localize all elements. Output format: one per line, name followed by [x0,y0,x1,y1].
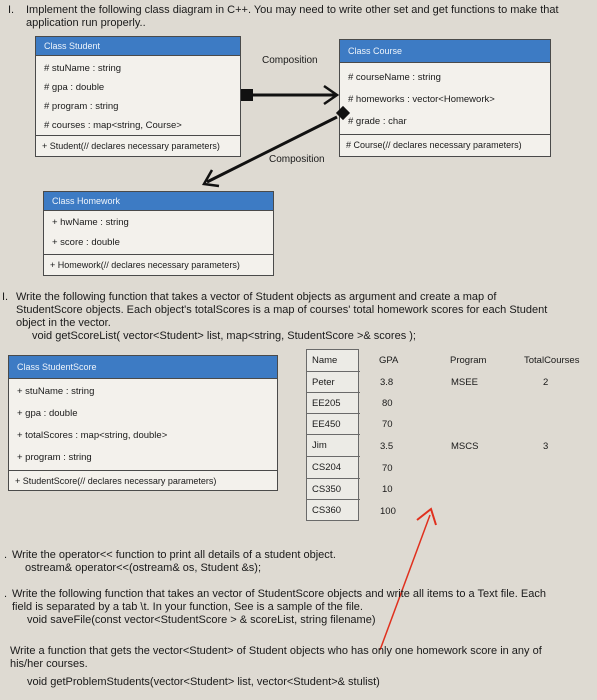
studentscore-attr-stuname: + stuName : string [17,386,95,397]
red-annotation-arrow [380,509,436,650]
table-name-cell: Peter [307,372,360,393]
sample-file-name-column [306,349,359,521]
composition-arrow-student-course [241,86,337,104]
question-2-line-3: object in the vector. [16,317,111,329]
student-attr-gpa: # gpa : double [44,82,105,93]
composition-label-1: Composition [262,55,318,66]
homework-attr-score: + score : double [52,237,120,248]
homework-method-constructor: + Homework(// declares necessary parameters) [44,254,273,275]
table-program-cell: MSCS [451,441,479,452]
class-studentscore-box [8,355,278,491]
table-total-cell: 3 [543,441,549,452]
student-attr-courses: # courses : map<string, Course> [44,120,182,131]
studentscore-attr-program: + program : string [17,452,92,463]
student-method-constructor: + Student(// declares necessary parameters) [36,135,240,156]
question-1-line-2: application run properly.. [26,17,146,29]
table-name-cell: EE205 [307,393,360,414]
student-attr-program: # program : string [44,101,119,112]
class-student-title: Class Student [36,37,240,55]
question-3-signature: ostream& operator<<(ostream& os, Student &s); [25,562,262,574]
table-gpa-cell: 3.8 [380,377,394,388]
course-attr-homeworks: # homeworks : vector<Homework> [348,94,495,105]
question-4-line-1: Write the following function that takes an vector of StudentScore objects and write all items to a Text file. Each [12,588,546,600]
question-3-line-1: Write the operator<< function to print all details of a student object. [12,549,336,561]
studentscore-attr-totalscores: + totalScores : map<string, double> [17,430,168,441]
student-attr-stuname: # stuName : string [44,63,122,74]
composition-arrow-course-homework [204,106,350,186]
homework-attr-hwname: + hwName : string [52,217,129,228]
question-3-bullet: . [4,549,8,561]
question-1-line-1: Implement the following class diagram in C++. You may need to write other set and get functions to make that [26,4,559,16]
question-2-marker: I. [2,291,9,303]
question-2-line-1: Write the following function that takes a vector of Student objects as argument and create a map of [16,291,497,303]
question-5-line-1: Write a function that gets the vector<Student> of Student objects who has only one homework score in any of [10,645,542,657]
table-program-cell: MSEE [451,377,478,388]
studentscore-method-constructor: + StudentScore(// declares necessary parameters) [9,470,277,491]
table-header-name: Name [307,350,360,372]
question-4-signature: void saveFile(const vector<StudentScore > & scoreList, string filename) [27,614,376,626]
table-name-cell: CS360 [312,505,342,516]
table-name-cell: CS204 [307,457,360,479]
composition-label-2: Composition [269,154,325,165]
course-method-constructor: # Course(// declares necessary parameters) [340,134,550,156]
table-gpa-cell: 70 [382,419,393,430]
table-gpa-cell: 70 [382,463,393,474]
question-4-line-2: field is separated by a tab \t. In your function, See is a sample of the file. [12,601,363,613]
question-5-line-2: his/her courses. [10,658,88,670]
question-4-bullet: . [4,588,8,600]
course-attr-coursename: # courseName : string [348,72,441,83]
studentscore-attr-gpa: + gpa : double [17,408,78,419]
table-gpa-cell: 3.5 [380,441,394,452]
table-total-cell: 2 [543,377,549,388]
question-5-signature: void getProblemStudents(vector<Student> list, vector<Student>& stulist) [27,676,380,688]
class-course-title: Class Course [340,40,550,62]
table-name-cell: Jim [307,435,360,457]
question-2-signature: void getScoreList( vector<Student> list, map<string, StudentScore >& scores ); [32,330,416,342]
course-attr-grade: # grade : char [348,116,407,127]
table-gpa-cell: 80 [382,398,393,409]
table-name-cell: EE450 [307,414,360,435]
table-name-cell: CS350 [307,479,360,500]
question-2-line-2: StudentScore objects. Each object's totalScores is a map of courses' total homework scores for each Student [16,304,548,316]
class-homework-title: Class Homework [44,192,273,210]
class-studentscore-title: Class StudentScore [9,356,277,378]
table-gpa-cell: 10 [382,484,393,495]
question-1-marker: I. [8,4,15,16]
table-header-program: Program [450,355,487,366]
table-header-gpa: GPA [379,355,399,366]
table-header-totalcourses: TotalCourses [524,355,580,366]
table-gpa-cell: 100 [380,506,396,517]
